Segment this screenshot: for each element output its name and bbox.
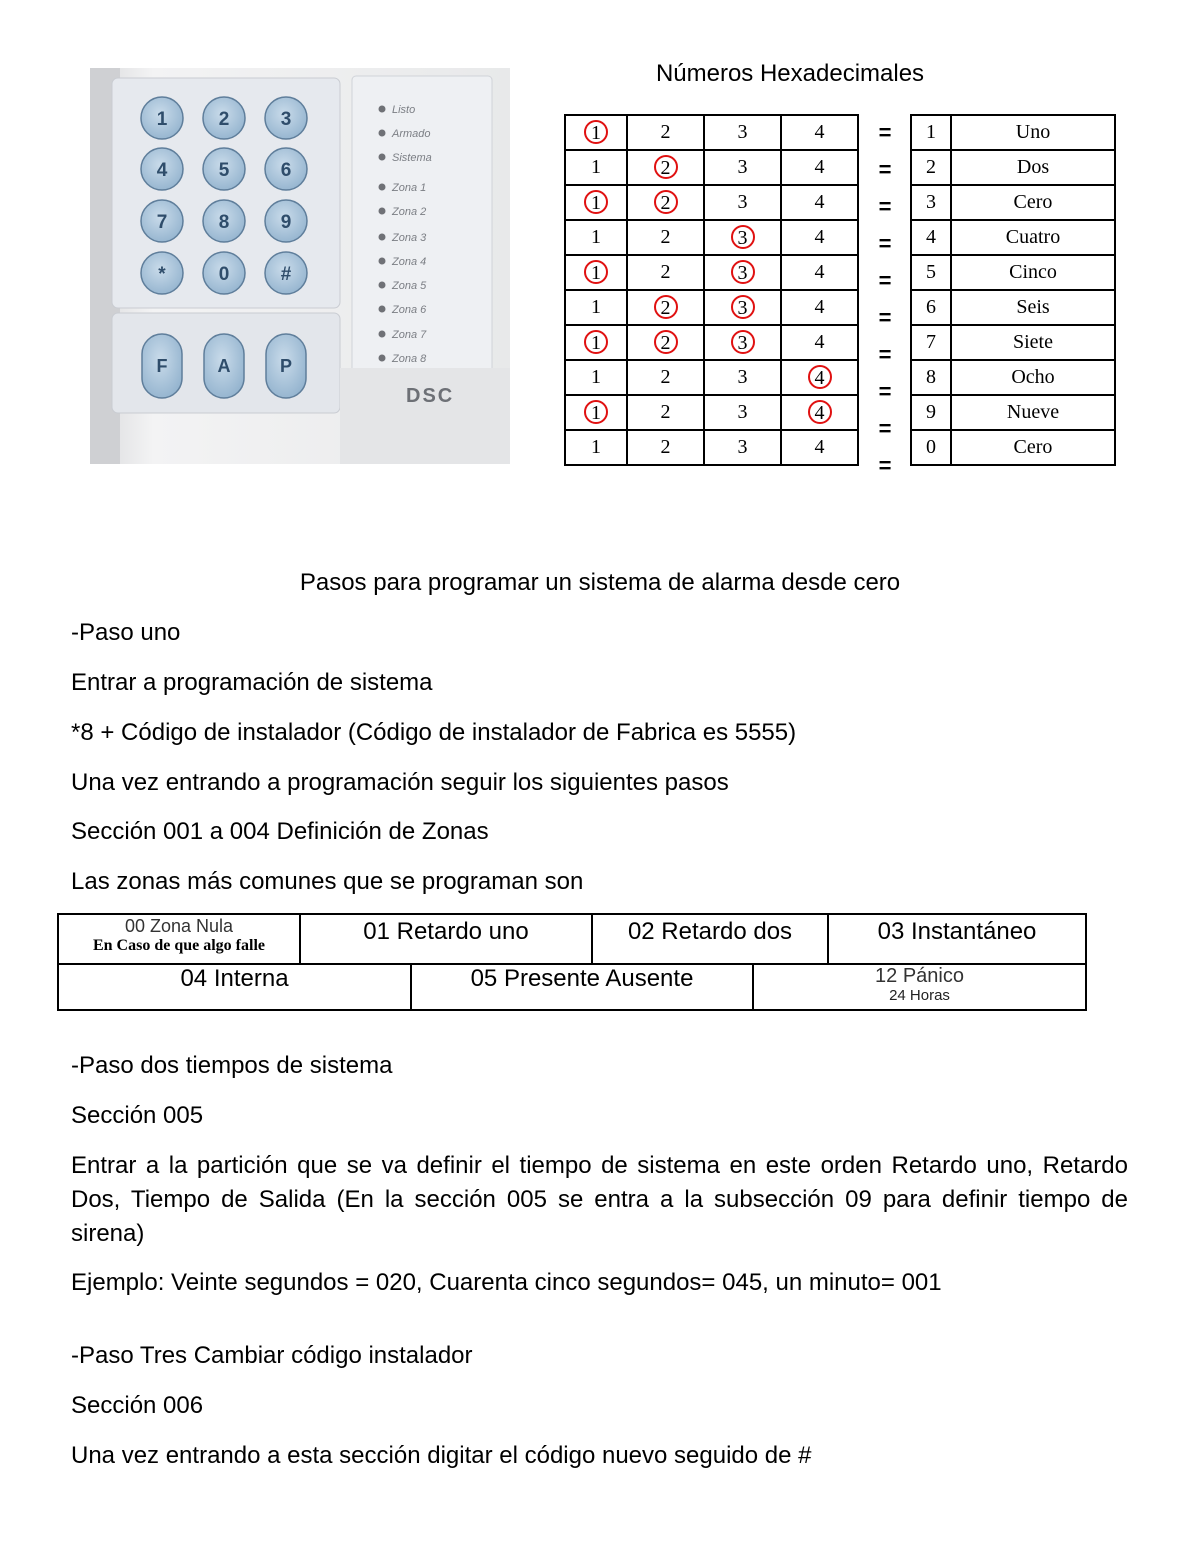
hex-digit-cell (565, 255, 627, 290)
hex-digit-row (565, 290, 858, 325)
indicator-label: Zona 7 (392, 329, 427, 341)
keypad-function-key (204, 334, 244, 398)
zone-00-label: 00 Zona Nula (124, 916, 234, 936)
hex-digit-cell (704, 150, 781, 185)
equals-sign: = (878, 194, 892, 219)
keypad-function-key (142, 334, 182, 398)
equals-sign: = (878, 120, 892, 145)
digit: 1 (591, 156, 601, 178)
circled-digit: 2 (654, 295, 678, 319)
hex-digit-cell (704, 255, 781, 290)
hex-value-number: 7 (911, 325, 951, 360)
zone-00-note: En Caso de que algo falle (92, 937, 265, 954)
hex-value-word: Cero (951, 185, 1115, 220)
zone-cell-04 (59, 963, 412, 1009)
zone-12-label: 12 Pánico (875, 965, 964, 987)
hex-digit-cell (704, 115, 781, 150)
hex-value-number: 9 (911, 395, 951, 430)
keypad-key (203, 97, 245, 139)
hex-digit-cell (781, 150, 858, 185)
hex-digit-cell (781, 395, 858, 430)
hex-value-row (911, 185, 1115, 220)
indicator-led (379, 184, 386, 191)
hex-digit-row (565, 220, 858, 255)
digit: 4 (814, 191, 825, 213)
hex-digit-cell (704, 290, 781, 325)
hex-value-row (911, 325, 1115, 360)
keypad-key-label: 8 (218, 212, 230, 233)
indicator-label: Zona 1 (392, 182, 427, 194)
hex-value-row (911, 255, 1115, 290)
step-one-heading: -Paso uno (71, 619, 181, 646)
digit: 1 (591, 296, 601, 318)
equals-sign: = (878, 157, 892, 182)
indicator-label: Zona 2 (392, 206, 427, 218)
digit: 1 (591, 226, 601, 248)
equals-column (874, 114, 896, 484)
circled-digit: 1 (584, 190, 608, 214)
digit: 2 (660, 261, 671, 283)
indicator-led (379, 208, 386, 215)
circled-digit: 3 (731, 330, 755, 354)
circled-digit: 1 (584, 120, 608, 144)
step-three-heading: -Paso Tres Cambiar código instalador (71, 1342, 473, 1369)
hex-value-word: Cero (951, 430, 1115, 465)
indicator-led (379, 106, 386, 113)
zone-cell-05 (412, 963, 754, 1009)
hex-digit-cell (627, 430, 704, 465)
keypad-function-key-label: P (279, 356, 293, 376)
step-two-paragraph: Entrar a la partición que se va definir el tiempo de sistema en este orden Retardo uno, Retardo Dos, Tiempo de Salida (En la sección 005 se entra a la subsección 09 para definir tiempo de sirena) (71, 1152, 1128, 1247)
zone-cell-00 (59, 915, 301, 963)
equals-sign: = (878, 379, 892, 404)
hex-title: Números Hexadecimales (655, 60, 925, 87)
hex-value-word: Dos (951, 150, 1115, 185)
step-one-line-4: Sección 001 a 004 Definición de Zonas (71, 818, 489, 845)
digit: 1 (591, 366, 601, 388)
indicator-label: Listo (392, 104, 416, 116)
step-one-line-5: Las zonas más comunes que se programan son (71, 868, 584, 895)
keypad-key-label: 6 (280, 160, 292, 181)
keypad-function-keys (142, 334, 306, 398)
hex-value-word: Ocho (951, 360, 1115, 395)
zone-cell-01 (301, 915, 593, 963)
keypad-key-label: 7 (156, 212, 168, 233)
hex-digit-cell (704, 325, 781, 360)
hex-digit-row (565, 395, 858, 430)
zone-cell-03 (829, 915, 1085, 963)
hex-value-row (911, 430, 1115, 465)
digit: 2 (660, 121, 671, 143)
hex-digit-cell (627, 115, 704, 150)
hex-digit-row (565, 430, 858, 465)
keypad-key-label: 4 (156, 160, 168, 181)
zones-table (57, 913, 1087, 1011)
hex-digit-cell (781, 325, 858, 360)
step-three-line: Una vez entrando a esta sección digitar el código nuevo seguido de # (71, 1442, 812, 1469)
circled-digit: 3 (731, 225, 755, 249)
circled-digit: 4 (808, 365, 832, 389)
indicator-led (379, 331, 386, 338)
keypad-key (141, 148, 183, 190)
hex-digit-cell (781, 290, 858, 325)
hex-digit-cell (627, 325, 704, 360)
hex-value-number: 4 (911, 220, 951, 255)
hex-value-number: 2 (911, 150, 951, 185)
step-two-heading: -Paso dos tiempos de sistema (71, 1052, 393, 1079)
hex-value-number: 0 (911, 430, 951, 465)
digit: 4 (814, 331, 825, 353)
dsc-keypad-image (90, 68, 510, 464)
keypad-key-label: * (158, 264, 166, 285)
hex-digit-cell (704, 220, 781, 255)
hex-value-word: Siete (951, 325, 1115, 360)
hex-digit-cell (781, 430, 858, 465)
zone-02-label: 02 Retardo dos (627, 918, 793, 945)
hex-digit-cell (565, 325, 627, 360)
hex-digit-cell (565, 360, 627, 395)
hex-digit-cell (565, 290, 627, 325)
hex-digit-cell (704, 360, 781, 395)
digit: 4 (814, 226, 825, 248)
circled-digit: 4 (808, 400, 832, 424)
hex-value-number: 6 (911, 290, 951, 325)
digit: 4 (814, 121, 825, 143)
hex-digit-cell (565, 220, 627, 255)
equals-sign: = (878, 305, 892, 330)
digit: 2 (660, 401, 671, 423)
digit: 4 (814, 296, 825, 318)
keypad-function-key (266, 334, 306, 398)
keypad-key (203, 252, 245, 294)
section-005: Sección 005 (71, 1102, 204, 1129)
hex-digit-cell (704, 395, 781, 430)
hex-digit-cell (627, 395, 704, 430)
section-006: Sección 006 (71, 1392, 204, 1419)
equals-sign: = (878, 416, 892, 441)
keypad-key (203, 148, 245, 190)
keypad-key (141, 97, 183, 139)
step-two-example: Ejemplo: Veinte segundos = 020, Cuarenta cinco segundos= 045, un minuto= 001 (71, 1269, 942, 1296)
zone-04-label: 04 Interna (180, 965, 289, 992)
indicator-led (379, 282, 386, 289)
hex-value-row (911, 360, 1115, 395)
circled-digit: 3 (731, 260, 755, 284)
digit: 4 (814, 261, 825, 283)
digit: 3 (737, 366, 748, 388)
digit: 4 (814, 436, 825, 458)
hex-value-word: Uno (951, 115, 1115, 150)
indicator-label: Zona 3 (392, 232, 427, 244)
hex-values-table (910, 114, 1116, 466)
digit: 2 (660, 226, 671, 248)
step-one-line-3: Una vez entrando a programación seguir los siguientes pasos (71, 769, 729, 796)
digit: 3 (737, 121, 748, 143)
digit: 3 (737, 401, 748, 423)
keypad-key (265, 148, 307, 190)
indicator-led (379, 234, 386, 241)
zones-row-1 (59, 915, 1085, 965)
circled-digit: 1 (584, 400, 608, 424)
keypad-function-key-label: F (156, 356, 168, 376)
hex-digits-table (564, 114, 859, 466)
hex-value-row (911, 150, 1115, 185)
keypad-key (141, 200, 183, 242)
hex-digit-cell (627, 360, 704, 395)
hex-value-row (911, 395, 1115, 430)
equals-sign: = (878, 453, 892, 478)
hex-value-number: 3 (911, 185, 951, 220)
hex-value-word: Seis (951, 290, 1115, 325)
hex-digit-cell (627, 185, 704, 220)
hex-digit-cell (627, 290, 704, 325)
hex-digit-cell (627, 150, 704, 185)
zones-row-2 (59, 963, 1085, 1009)
hex-digit-cell (565, 395, 627, 430)
hex-digit-row (565, 325, 858, 360)
step-one-line-2: *8 + Código de instalador (Código de instalador de Fabrica es 5555) (71, 719, 797, 746)
hex-digit-cell (781, 255, 858, 290)
keypad-key (141, 252, 183, 294)
indicator-led (379, 130, 386, 137)
keypad-key (265, 97, 307, 139)
zone-05-label: 05 Presente Ausente (470, 965, 694, 992)
hex-digit-cell (565, 115, 627, 150)
hex-value-word: Cinco (951, 255, 1115, 290)
hex-value-row (911, 115, 1115, 150)
keypad-key-label: 3 (280, 109, 292, 130)
digit: 3 (737, 191, 748, 213)
hex-digit-cell (781, 360, 858, 395)
indicator-label: Sistema (392, 152, 432, 164)
zone-cell-02 (593, 915, 829, 963)
indicator-led (379, 154, 386, 161)
hex-value-word: Nueve (951, 395, 1115, 430)
digit: 4 (814, 156, 825, 178)
keypad-key-label: 1 (156, 109, 168, 130)
hex-value-number: 8 (911, 360, 951, 395)
indicator-label: Zona 6 (392, 304, 427, 316)
hex-digit-cell (565, 185, 627, 220)
equals-sign: = (878, 231, 892, 256)
hex-digit-cell (781, 115, 858, 150)
hex-digit-row (565, 255, 858, 290)
digit: 1 (591, 436, 601, 458)
hex-value-word: Cuatro (951, 220, 1115, 255)
zone-12-note: 24 Horas (889, 987, 950, 1004)
indicator-label: Zona 8 (392, 353, 427, 365)
hex-digit-cell (627, 255, 704, 290)
keypad-brand: DSC (406, 385, 455, 407)
keypad-key-label: # (280, 264, 292, 285)
keypad-key (203, 200, 245, 242)
step-one-line-1: Entrar a programación de sistema (71, 669, 433, 696)
keypad-key-label: 0 (218, 264, 230, 285)
keypad-function-key-label: A (217, 356, 231, 376)
circled-digit: 2 (654, 330, 678, 354)
hex-digit-row (565, 150, 858, 185)
zone-01-label: 01 Retardo uno (363, 918, 529, 945)
hex-value-row (911, 290, 1115, 325)
indicator-led (379, 355, 386, 362)
hex-digit-cell (565, 430, 627, 465)
indicator-label: Zona 4 (392, 256, 427, 268)
keypad-key (265, 252, 307, 294)
circled-digit: 1 (584, 260, 608, 284)
keypad-key-label: 5 (218, 160, 230, 181)
hex-digit-cell (781, 185, 858, 220)
hex-value-number: 1 (911, 115, 951, 150)
equals-sign: = (878, 268, 892, 293)
digit: 2 (660, 436, 671, 458)
zone-cell-12 (754, 963, 1085, 1009)
keypad-key-label: 9 (280, 212, 292, 233)
digit: 2 (660, 366, 671, 388)
circled-digit: 2 (654, 190, 678, 214)
circled-digit: 2 (654, 155, 678, 179)
hex-digit-cell (781, 220, 858, 255)
equals-sign: = (878, 342, 892, 367)
hex-digit-row (565, 185, 858, 220)
hex-digit-row (565, 360, 858, 395)
indicator-label: Zona 5 (392, 280, 427, 292)
indicator-label: Armado (392, 128, 431, 140)
keypad-key (265, 200, 307, 242)
hex-digit-cell (704, 430, 781, 465)
digit: 3 (737, 436, 748, 458)
hex-value-row (911, 220, 1115, 255)
indicator-led (379, 306, 386, 313)
hex-digit-row (565, 115, 858, 150)
hex-digit-cell (627, 220, 704, 255)
hex-digit-cell (704, 185, 781, 220)
circled-digit: 1 (584, 330, 608, 354)
digit: 3 (737, 156, 748, 178)
hex-digit-cell (565, 150, 627, 185)
zone-03-label: 03 Instantáneo (877, 918, 1037, 945)
steps-title: Pasos para programar un sistema de alarma desde cero (299, 569, 901, 596)
indicator-led (379, 258, 386, 265)
circled-digit: 3 (731, 295, 755, 319)
keypad-key-label: 2 (218, 109, 230, 130)
hex-value-number: 5 (911, 255, 951, 290)
